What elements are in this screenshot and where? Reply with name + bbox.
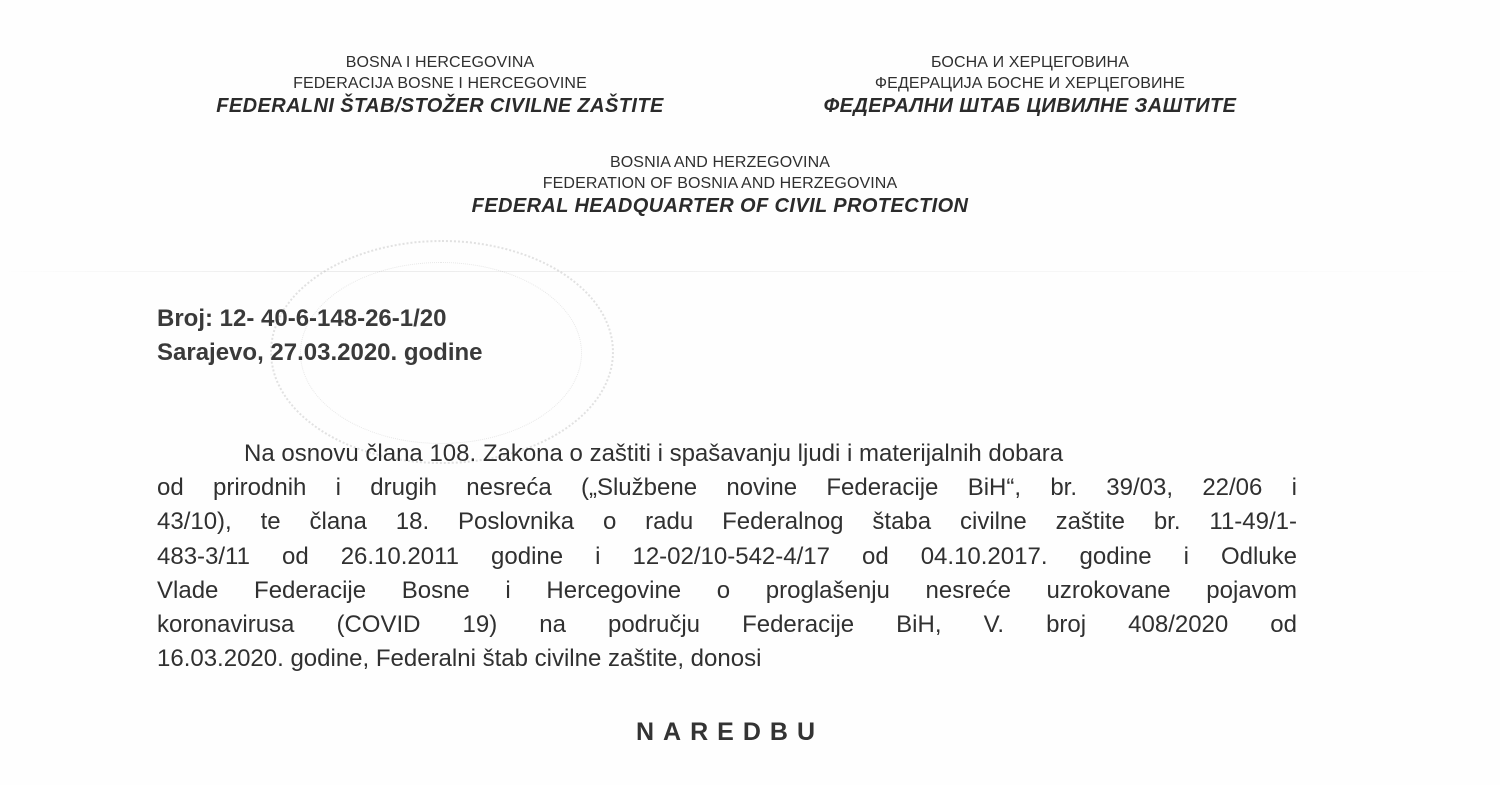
institution-name-cyrillic: ФЕДЕРАЛНИ ШТАБ ЦИВИЛНЕ ЗАШТИТЕ	[823, 95, 1237, 117]
country-name-english: BOSNIA AND HERZEGOVINA	[609, 154, 831, 171]
paragraph-line: 483-3/11 od 26.10.2011 godine i 12-02/10-542-4/17 od 04.10.2017. godine i Odluke	[157, 542, 1297, 570]
preamble-paragraph	[157, 437, 1297, 676]
paragraph-line: Vlade Federacije Bosne i Hercegovine o proglašenju nesreće uzrokovane pojavom	[157, 576, 1297, 604]
letterhead-cyrillic	[770, 52, 1290, 119]
letterhead-english	[400, 152, 1040, 219]
paragraph-line: 16.03.2020. godine, Federalni štab civilne zaštite, donosi	[157, 645, 762, 673]
place-and-date: Sarajevo, 27.03.2020. godine	[157, 339, 483, 366]
paragraph-line: od prirodnih i drugih nesreća („Službene novine Federacije BiH“, br. 39/03, 22/06 i	[157, 474, 1297, 502]
letterhead-latin	[170, 52, 710, 119]
country-name-latin: BOSNA I HERCEGOVINA	[345, 54, 535, 71]
institution-name-english: FEDERAL HEADQUARTER OF CIVIL PROTECTION	[471, 195, 969, 217]
paragraph-line: Na osnovu člana 108. Zakona o zaštiti i spašavanju ljudi i materijalnih dobara	[244, 440, 1064, 467]
document-title: NAREDBU	[636, 718, 824, 746]
paragraph-line: koronavirusa (COVID 19) na području Federacije BiH, V. broj 408/2020 od	[157, 611, 1297, 639]
document-reference	[157, 302, 483, 370]
institution-name-latin: FEDERALNI ŠTAB/STOŽER CIVILNE ZAŠTITE	[216, 95, 664, 117]
paragraph-line: 43/10), te člana 18. Poslovnika o radu Federalnog štaba civilne zaštite br. 11-49/1-	[157, 508, 1297, 536]
federation-name-cyrillic: ФЕДЕРАЦИЈА БОСНЕ И ХЕРЦЕГОВИНЕ	[874, 75, 1186, 92]
federation-name-english: FEDERATION OF BOSNIA AND HERZEGOVINA	[542, 175, 898, 192]
country-name-cyrillic: БОСНА И ХЕРЦЕГОВИНА	[931, 54, 1129, 71]
reference-number: Broj: 12- 40-6-148-26-1/20	[157, 305, 447, 332]
scan-artifact-line	[0, 271, 1500, 272]
federation-name-latin: FEDERACIJA BOSNE I HERCEGOVINE	[293, 75, 587, 92]
